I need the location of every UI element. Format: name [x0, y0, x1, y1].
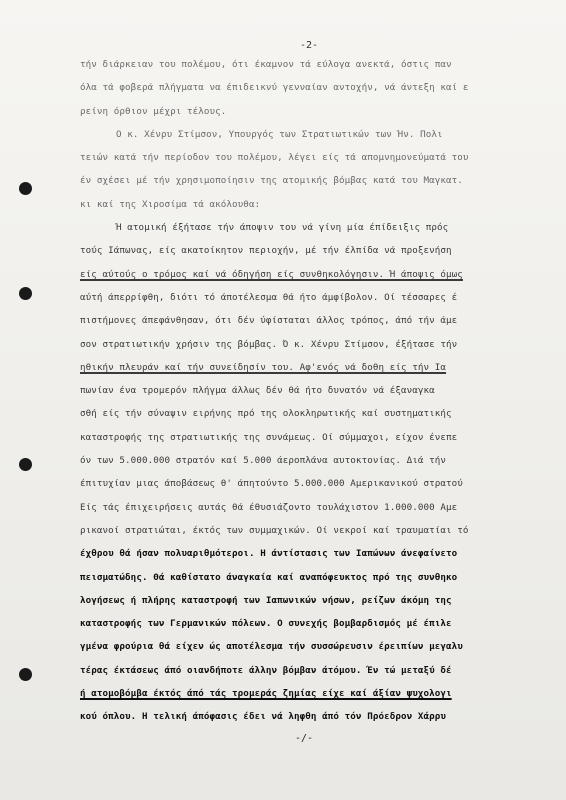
- page-number: -2-: [300, 40, 319, 51]
- text-line: ή ατομοβόμβα έκτός άπό τάς τρομεράς ζημίας είχε καί άξίαν ψυχολογι: [80, 688, 452, 700]
- punch-hole: [19, 668, 32, 681]
- text-line: ρείνη όρθιον μέχρι τέλους.: [80, 105, 227, 117]
- text-line: καταστροφής των Γερμανικών πόλεων. Ο συνεχής βομβαρδισμός μέ έπιλε: [80, 618, 452, 630]
- text-line: έν σχέσει μέ τήν χρησιμοποίησιν της ατομικής βόμβας κατά του Μαγκατ.: [80, 175, 463, 187]
- text-line: κού όπλου. Η τελική άπόφασις έδει νά ληφθη άπό τόν Πρόεδρον Χάρρυ: [80, 711, 447, 723]
- text-line: έπιτυχίαν μιας άποβάσεως θ' άπητούντο 5.000.000 Αμερικανικού στρατού: [80, 478, 463, 490]
- text-line: σθή είς τήν σύναψιν ειρήνης πρό της ολοκληρωτικής καί συστηματικής: [80, 408, 452, 420]
- text-line: τέρας έκτάσεως άπό οιανδήποτε άλλην βόμβαν άτόμου. Έν τώ μεταξύ δέ: [80, 664, 452, 676]
- text-line: πιστήμονες άπεφάνθησαν, ότι δέν ύφίσταται άλλος τρόπος, άπό τήν άμε: [80, 315, 458, 327]
- text-line: όλα τά φοβερά πλήγματα να έπιδεικνύ γενναίαν αντοχήν, νά άντεξη καί ε: [80, 82, 469, 94]
- text-line: ηθικήν πλευράν καί τήν συνείδησίν του. Αφ'ενός νά δοθη είς τήν Ια: [80, 361, 447, 373]
- text-line: γμένα φρούρια θά είχεν ώς αποτέλεσμα τήν συσσώρευσιν έρειπίων μεγαλυ: [80, 641, 463, 653]
- punch-hole: [19, 287, 32, 300]
- text-line: είς αύτούς ο τρόμος καί νά όδηγήση είς συνθηκολόγησιν. Ή άποψις όμως: [80, 268, 463, 280]
- text-line: πεισματώδης. Θά καθίστατο άναγκαία καί αναπόφευκτος πρό της συνθηκο: [80, 571, 458, 583]
- text-line: Ή ατομική έξήτασε τήν άποψιν του νά γίνη μία έπίδειξις πρός: [116, 222, 449, 234]
- text-line: κι καί της Χιροσίμα τά ακόλουθα:: [80, 198, 261, 210]
- document-body: [80, 53, 558, 729]
- punch-hole: [19, 182, 32, 195]
- text-line: τήν διάρκειαν του πολέμου, ότι έκαμνον τά εύλογα ανεκτά, όστις παν: [80, 59, 452, 70]
- text-line: έχθρου θά ήσαν πολυαριθμότεροι. Η άντίστασις των Ιαπώνων άνεφαίνετο: [80, 548, 458, 560]
- text-line: Είς τάς έπιχειρήσεις αυτάς θά έθυσιάζοντο τουλάχιστον 1.000.000 Αμε: [80, 501, 458, 513]
- text-line: λογήσεως ή πλήρης καταστροφή των Ιαπωνικών νήσων, ρείζων άκόμη της: [80, 594, 452, 606]
- text-line: σον στρατιωτικήν χρήσιν της βόμβας. Ό κ. Χένρυ Στίμσον, έξήτασε τήν: [80, 338, 458, 350]
- text-line: ρικανοί στρατιώται, έκτός των συμμαχικών. Οί νεκροί καί τραυματίαι τό: [80, 524, 469, 536]
- text-line: καταστροφής της στρατιωτικής της συνάμεως. Οί σύμμαχοι, είχον ένεπε: [80, 431, 458, 443]
- text-line: τούς Ιάπωνας, είς ακατοίκητον περιοχήν, μέ τήν έλπίδα νά προξενήση: [80, 245, 452, 257]
- text-line: αύτή άπερρίφθη, διότι τό άποτέλεσμα θά ήτο άμφίβολον. Οί τέσσαρες έ: [80, 291, 458, 303]
- text-line: πωνίαν ένα τρομερόν πλήγμα άλλως δέν θά ήτο δυνατόν νά έξαναγκα: [80, 385, 435, 397]
- continuation-marker: -/-: [295, 733, 314, 744]
- text-line: Ο κ. Χένρυ Στίμσον, Υπουργός των Στρατιωτικών των Ήν. Πολι: [116, 128, 443, 140]
- text-line: τειών κατά τήν περίοδον του πολέμου, λέγει είς τά απομνημονεύματά του: [80, 152, 469, 164]
- punch-hole: [19, 458, 32, 471]
- text-line: όν των 5.000.000 στρατόν καί 5.000 άεροπλάνα αυτοκτονίας. Διά τήν: [80, 455, 447, 467]
